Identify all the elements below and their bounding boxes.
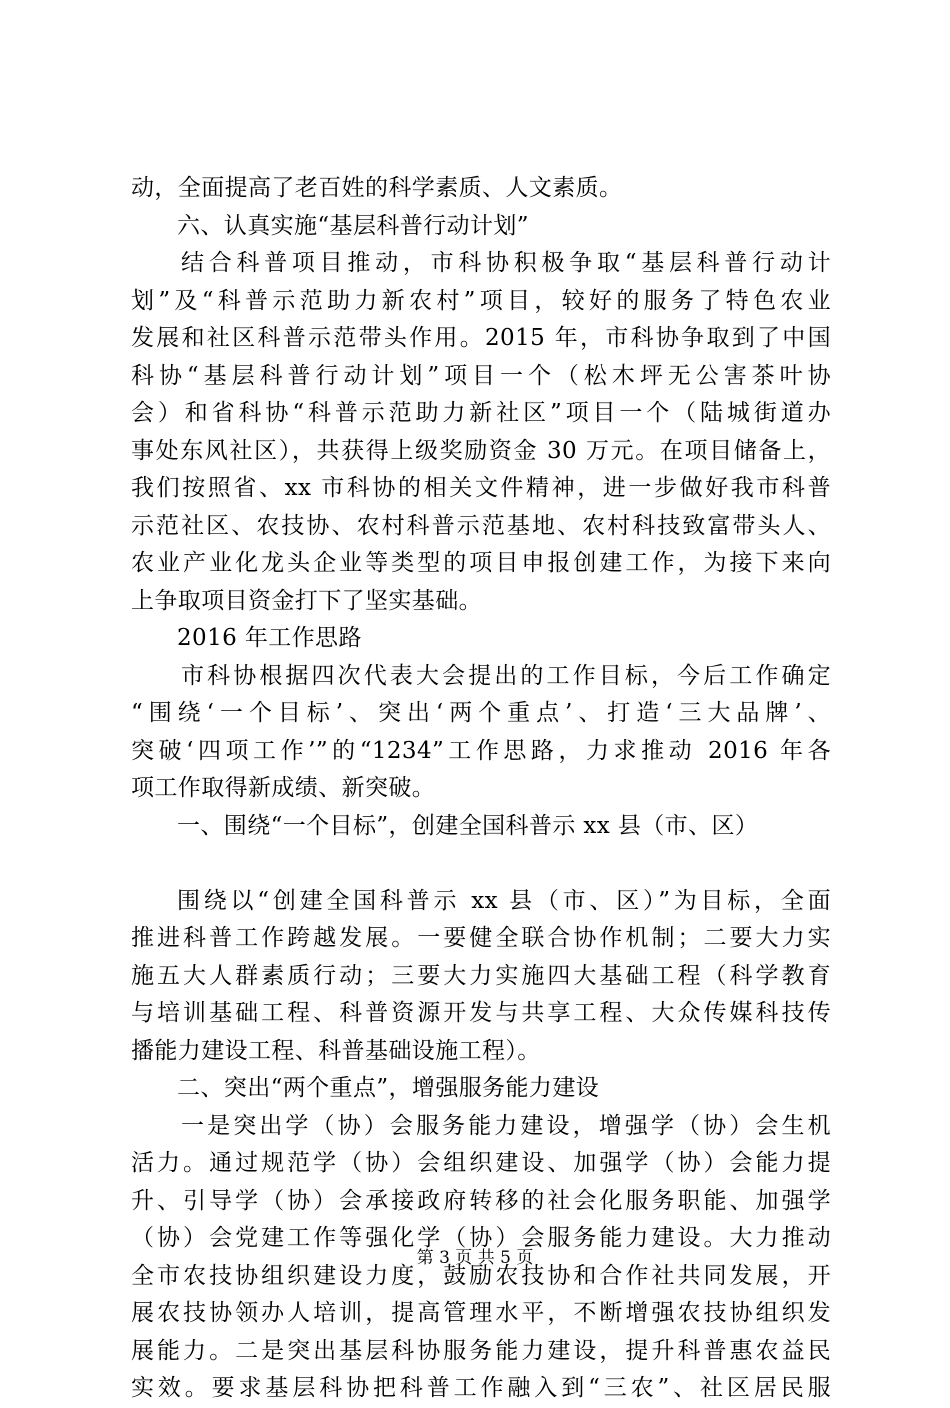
paragraph-line: 市科协根据四次代表大会提出的工作目标，今后工作确定: [181, 662, 831, 689]
paragraph-line: 农业产业化龙头企业等类型的项目申报创建工作，为接下来向: [131, 550, 831, 576]
paragraph-line: 项工作取得新成绩、新突破。: [131, 775, 436, 801]
paragraph-line: 示范社区、农技协、农村科普示范基地、农村科技致富带头人、: [131, 512, 831, 539]
document-body: [131, 170, 831, 1408]
section-heading: 二、突出“两个重点”，增强服务能力建设: [177, 1075, 600, 1101]
paragraph-line: 施五大人群素质行动；三要大力实施四大基础工程（科学教育: [131, 962, 831, 989]
paragraph-line: 全市农技协组织建设力度，鼓励农技协和合作社共同发展，开: [131, 1262, 831, 1289]
section-heading: 2016 年工作思路: [177, 625, 362, 651]
paragraph-line: 发展和社区科普示范带头作用。2015 年，市科协争取到了中国: [131, 325, 831, 351]
section-heading: 一、围绕“一个目标”，创建全国科普示 xx 县（市、区）: [177, 812, 759, 839]
paragraph-line: （协）会党建工作等强化学（协）会服务能力建设。大力推动: [131, 1225, 831, 1251]
paragraph-line: 实效。要求基层科协把科普工作融入到“三农”、社区居民服: [131, 1375, 831, 1401]
page-footer: 第 3 页 共 5 页: [416, 1248, 534, 1268]
paragraph-line: 科协“基层科普行动计划”项目一个（松木坪无公害茶叶协: [131, 362, 831, 389]
blank-line: [131, 845, 831, 883]
paragraph-line: 会）和省科协“科普示范助力新社区”项目一个（陆城街道办: [131, 400, 831, 426]
paragraph-line: 展农技协领办人培训，提高管理水平，不断增强农技协组织发: [131, 1300, 831, 1326]
paragraph-line: 结合科普项目推动，市科协积极争取“基层科普行动计: [181, 250, 831, 276]
paragraph-line: 上争取项目资金打下了坚实基础。: [131, 587, 482, 614]
paragraph-line: 与培训基础工程、科普资源开发与共享工程、大众传媒科技传: [131, 1000, 831, 1026]
paragraph-line: “围绕‘一个目标’、突出‘两个重点’、打造‘三大品牌’、: [131, 700, 831, 726]
section-heading: 六、认真实施“基层科普行动计划”: [177, 212, 529, 239]
paragraph-line: 动，全面提高了老百姓的科学素质、人文素质。: [131, 175, 623, 201]
paragraph-line: 围绕以“创建全国科普示 xx 县（市、区）”为目标，全面: [177, 887, 831, 914]
paragraph-line: 播能力建设工程、科普基础设施工程）。: [131, 1037, 541, 1064]
paragraph-line: 我们按照省、xx 市科协的相关文件精神，进一步做好我市科普: [131, 475, 831, 501]
paragraph-line: 划”及“科普示范助力新农村”项目，较好的服务了特色农业: [131, 287, 831, 314]
paragraph-line: 活力。通过规范学（协）会组织建设、加强学（协）会能力提: [131, 1150, 831, 1176]
paragraph-line: 突破‘四项工作’”的“1234”工作思路，力求推动 2016 年各: [131, 737, 831, 764]
paragraph-line: 事处东风社区），共获得上级奖励资金 30 万元。在项目储备上，: [131, 437, 831, 464]
paragraph-line: 升、引导学（协）会承接政府转移的社会化服务职能、加强学: [131, 1187, 831, 1214]
paragraph-line: 展能力。二是突出基层科协服务能力建设，提升科普惠农益民: [131, 1337, 831, 1364]
paragraph-line: 一是突出学（协）会服务能力建设，增强学（协）会生机: [181, 1112, 831, 1139]
paragraph-line: 推进科普工作跨越发展。一要健全联合协作机制；二要大力实: [131, 925, 831, 951]
